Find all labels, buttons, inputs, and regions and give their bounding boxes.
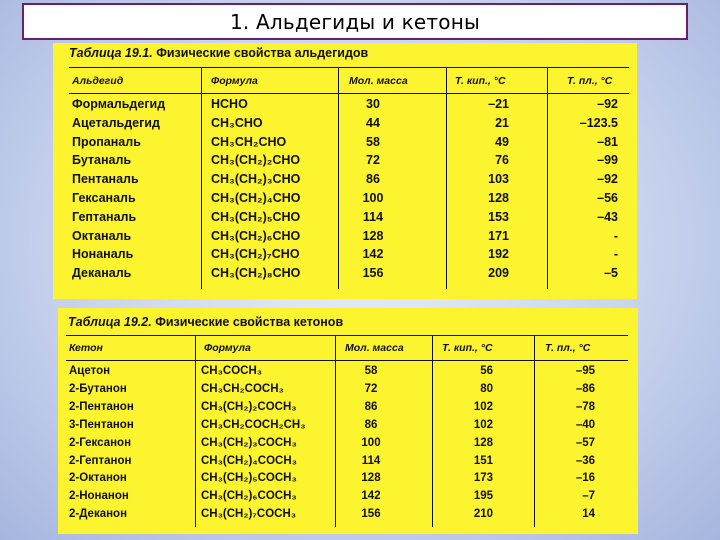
cell-mp: –78 [575, 400, 595, 413]
cell-bp: 171 [488, 228, 509, 243]
table-row [58, 505, 638, 523]
cell-formula: CH₃(CH₂)₆COCH₃ [201, 490, 297, 503]
cell-formula: CH₃(CH₂)₃CHO [211, 172, 301, 187]
cell-name: Пропаналь [72, 134, 141, 149]
cell-formula: CH₃CH₂COCH₃ [201, 382, 284, 395]
table-row [53, 245, 637, 263]
ketones-header-mp: Т. пл., °С [545, 342, 591, 354]
cell-mp: –81 [597, 134, 618, 149]
cell-formula: CH₃(CH₂)₄CHO [211, 191, 301, 205]
cell-mass: 44 [366, 115, 380, 130]
cell-name: 2-Нонанон [69, 490, 129, 503]
cell-mass: 114 [362, 209, 384, 224]
cell-mp: –36 [575, 454, 595, 467]
cell-mass: 156 [361, 508, 381, 521]
cell-formula: CH₃CHO [211, 115, 263, 130]
aldehydes-table [53, 43, 637, 299]
aldehydes-caption [69, 46, 368, 60]
slide-title: 1. Альдегиды и кетоны [229, 9, 480, 34]
table-row [53, 114, 637, 132]
cell-name: Ацетон [69, 365, 111, 377]
aldehydes-header-rule [69, 93, 629, 94]
cell-bp: 128 [473, 436, 493, 449]
aldehydes-header-bp: Т. кип., °С [455, 75, 506, 87]
cell-mp: 14 [582, 508, 595, 521]
aldehydes-top-rule [69, 67, 629, 68]
cell-mass: 86 [366, 172, 380, 187]
table-row [53, 170, 637, 188]
cell-formula: CH₃CH₂COCH₂CH₃ [201, 418, 306, 431]
cell-name: Нонаналь [72, 247, 134, 262]
cell-name: 2-Бутанон [69, 382, 127, 395]
cell-name: 2-Пентанон [69, 400, 134, 413]
cell-mass: 142 [361, 490, 381, 503]
cell-mass: 128 [362, 228, 384, 243]
cell-name: Бутаналь [72, 153, 132, 168]
cell-bp: 76 [495, 153, 509, 168]
table-row [53, 151, 637, 169]
cell-name: Деканаль [72, 266, 132, 281]
cell-mp: –57 [575, 436, 595, 449]
table-row [58, 434, 638, 452]
cell-mass: 58 [364, 365, 378, 377]
cell-bp: 192 [488, 247, 509, 262]
ketones-header-name: Кетон [69, 342, 103, 354]
cell-name: Пентаналь [72, 172, 139, 187]
cell-bp: –21 [488, 97, 509, 111]
cell-bp: 103 [488, 172, 509, 187]
table-row [58, 398, 638, 416]
cell-bp: 209 [488, 266, 509, 281]
cell-bp: 151 [473, 454, 493, 467]
cell-mp: –92 [597, 97, 618, 111]
ketones-top-rule [66, 335, 628, 336]
cell-formula: CH₃COCH₃ [201, 365, 263, 377]
cell-mp: –16 [575, 472, 595, 485]
cell-formula: CH₃(CH₂)₄COCH₃ [201, 454, 297, 467]
aldehydes-header-name: Альдегид [72, 75, 124, 87]
cell-mass: 30 [366, 97, 380, 111]
cell-formula: CH₃(CH₂)₇COCH₃ [201, 508, 297, 521]
table-row [53, 264, 637, 282]
ketones-caption [68, 315, 343, 329]
cell-mp: - [613, 247, 618, 262]
slide-title-box [22, 3, 688, 40]
cell-name: Гексаналь [72, 191, 136, 205]
cell-formula: CH₃(CH₂)₅CHO [211, 209, 301, 224]
cell-formula: CH₃(CH₂)₈CHO [211, 266, 301, 281]
cell-mass: 72 [366, 153, 380, 168]
table-row [58, 452, 638, 470]
table-row [58, 469, 638, 487]
cell-formula: CH₃(CH₂)₇CHO [211, 247, 300, 262]
ketones-header-mass: Мол. масса [345, 342, 404, 354]
ketones-header-rule [66, 360, 628, 361]
cell-formula: CH₃(CH₂)₃COCH₃ [201, 436, 297, 449]
cell-bp: 49 [495, 134, 509, 149]
cell-bp: 102 [473, 418, 493, 431]
table-row [58, 487, 638, 505]
aldehydes-header-mass: Мол. масса [349, 75, 408, 87]
cell-name: Формальдегид [72, 97, 166, 111]
cell-bp: 153 [488, 209, 509, 224]
cell-mp: –5 [604, 266, 618, 281]
table-row [53, 95, 637, 113]
cell-name: 2-Октанон [69, 472, 127, 485]
table-row [53, 133, 637, 151]
cell-mass: 114 [361, 454, 381, 467]
ketones-caption-label: Таблица 19.2. [68, 315, 152, 329]
cell-mass: 142 [362, 247, 384, 262]
cell-bp: 210 [473, 508, 493, 521]
aldehydes-header-formula: Формула [211, 75, 258, 87]
ketones-header-bp: Т. кип., °С [442, 342, 493, 354]
cell-mp: –40 [575, 418, 595, 431]
table-row [53, 208, 637, 226]
cell-mass: 100 [362, 191, 384, 205]
cell-bp: 80 [480, 382, 493, 395]
cell-formula: CH₃(CH₂)₆CHO [211, 228, 301, 243]
cell-bp: 173 [473, 472, 493, 485]
cell-mp: –92 [597, 172, 618, 187]
cell-mp: –56 [597, 191, 618, 205]
cell-bp: 128 [488, 191, 509, 205]
cell-name: 2-Гептанон [69, 454, 132, 467]
table-row [53, 227, 637, 245]
cell-formula: CH₃(CH₂)₂COCH₃ [201, 400, 297, 413]
ketones-table [58, 308, 638, 534]
cell-mp: –123.5 [579, 115, 618, 130]
cell-formula: HCHO [211, 97, 248, 111]
table-row [58, 380, 638, 398]
cell-name: 2-Гексанон [69, 436, 132, 449]
cell-formula: CH₃(CH₂)₅COCH₃ [201, 472, 297, 485]
cell-name: Октаналь [72, 228, 132, 243]
cell-mass: 86 [364, 418, 378, 431]
cell-bp: 56 [480, 365, 493, 377]
cell-name: Гептаналь [72, 209, 137, 224]
cell-mass: 156 [362, 266, 384, 281]
cell-mp: - [613, 228, 618, 243]
cell-mass: 128 [361, 472, 381, 485]
cell-bp: 195 [473, 490, 493, 503]
cell-name: 3-Пентанон [69, 418, 134, 431]
table-row [58, 416, 638, 434]
aldehydes-caption-text: Физические свойства альдегидов [156, 46, 369, 60]
aldehydes-caption-label: Таблица 19.1. [69, 46, 153, 60]
cell-mp: –7 [582, 490, 595, 503]
cell-mp: –86 [575, 382, 595, 395]
aldehydes-header-mp: Т. пл., °С [567, 75, 613, 87]
cell-mass: 72 [364, 382, 378, 395]
cell-mp: –43 [597, 209, 618, 224]
cell-mass: 58 [366, 134, 380, 149]
cell-bp: 102 [473, 400, 493, 413]
cell-bp: 21 [495, 115, 509, 130]
ketones-header-formula: Формула [204, 342, 251, 354]
table-row [58, 362, 638, 380]
ketones-caption-text: Физические свойства кетонов [155, 315, 344, 329]
cell-name: 2-Деканон [69, 508, 128, 521]
cell-name: Ацетальдегид [72, 115, 160, 130]
table-row [53, 189, 637, 207]
cell-mass: 100 [361, 436, 381, 449]
cell-mass: 86 [364, 400, 378, 413]
cell-mp: –95 [575, 365, 595, 377]
cell-formula: CH₃CH₂CHO [211, 134, 287, 149]
cell-mp: –99 [597, 153, 618, 168]
cell-formula: CH₃(CH₂)₂CHO [211, 153, 301, 168]
